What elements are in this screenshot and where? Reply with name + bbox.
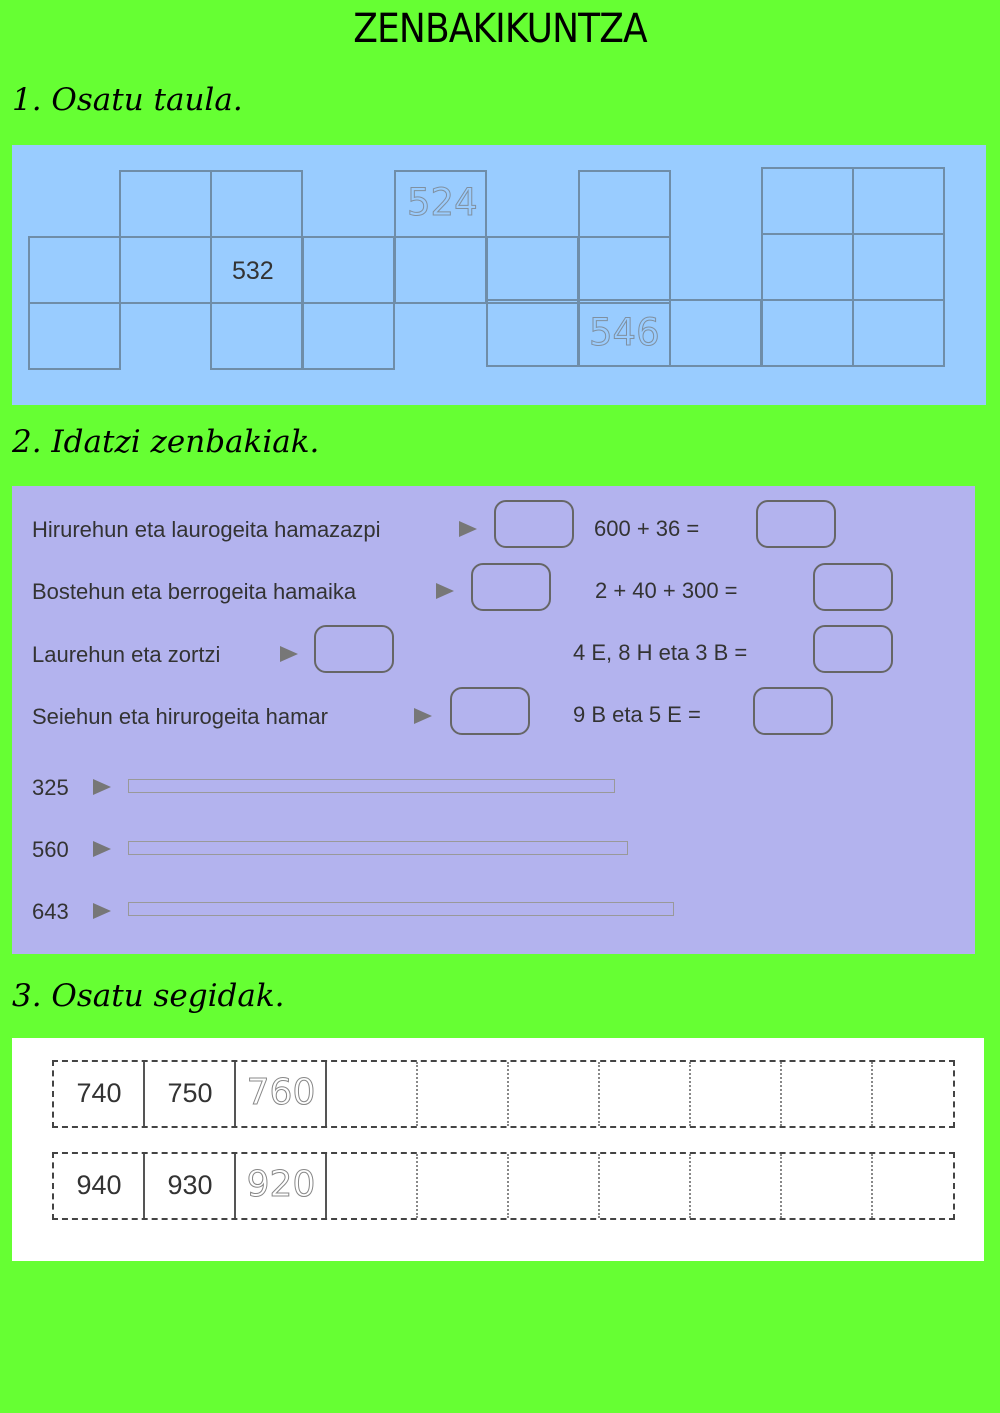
sequence-cell[interactable] (873, 1154, 953, 1218)
number-643: 643 (32, 899, 69, 924)
table-cell[interactable] (28, 302, 121, 370)
sequence-cell (54, 1062, 145, 1126)
sequence-cell[interactable] (327, 1062, 418, 1126)
sequence-cell[interactable] (509, 1062, 600, 1126)
table-cell[interactable] (394, 236, 487, 304)
table-cell[interactable] (761, 299, 854, 367)
table-cell[interactable] (852, 299, 945, 367)
word-number-2: Bostehun eta berrogeita hamaika (32, 579, 357, 604)
section1-heading: 1. Osatu taula. (12, 82, 243, 118)
write-line[interactable] (128, 779, 615, 793)
number-325: 325 (32, 775, 69, 800)
sequence-cell[interactable] (600, 1062, 691, 1126)
table-cell[interactable] (302, 302, 395, 370)
sequence-cell (145, 1154, 236, 1218)
sequence-cell[interactable] (691, 1154, 782, 1218)
sequence-row-2 (52, 1152, 955, 1220)
table-cell[interactable] (486, 236, 579, 304)
answer-box[interactable] (494, 500, 574, 548)
write-numbers-panel (12, 486, 975, 954)
sequence-cell (236, 1154, 327, 1218)
number-560: 560 (32, 837, 69, 862)
sum-expression-2: 2 + 40 + 300 = (595, 578, 738, 603)
sequence-cell (236, 1062, 327, 1126)
answer-box[interactable] (813, 625, 893, 673)
sequence-value: 750 (167, 1078, 213, 1108)
sum-expression-4: 9 B eta 5 E = (573, 702, 701, 727)
table-cell[interactable] (486, 299, 579, 367)
sequence-cell[interactable] (600, 1154, 691, 1218)
arrow-right-icon (414, 708, 432, 724)
sequence-cell[interactable] (782, 1154, 873, 1218)
table-cell[interactable] (302, 236, 395, 304)
sequence-cell[interactable] (327, 1154, 418, 1218)
answer-box[interactable] (450, 687, 530, 735)
table-cell[interactable] (119, 236, 212, 304)
word-number-3: Laurehun eta zortzi (32, 642, 221, 667)
sequence-cell (145, 1062, 236, 1126)
sequence-value: 740 (76, 1078, 122, 1108)
sum-expression-1: 600 + 36 = (594, 516, 700, 541)
write-line[interactable] (128, 902, 674, 916)
sequence-cell[interactable] (691, 1062, 782, 1126)
arrow-right-icon (93, 841, 111, 857)
table-cell[interactable] (578, 170, 671, 238)
sequence-value: 930 (167, 1170, 213, 1200)
sequence-panel (12, 1038, 984, 1261)
answer-box[interactable] (813, 563, 893, 611)
table-value-524: 524 (407, 181, 478, 224)
arrow-right-icon (459, 521, 477, 537)
sequence-value: 760 (246, 1072, 316, 1113)
answer-box[interactable] (756, 500, 836, 548)
sequence-cell[interactable] (782, 1062, 873, 1126)
section3-heading: 3. Osatu segidak. (12, 978, 285, 1014)
arrow-right-icon (280, 646, 298, 662)
table-cell[interactable] (578, 236, 671, 304)
answer-box[interactable] (314, 625, 394, 673)
table-cell[interactable] (28, 236, 121, 304)
table-cell[interactable] (669, 299, 762, 367)
sum-expression-3: 4 E, 8 H eta 3 B = (573, 640, 748, 665)
sequence-cell[interactable] (418, 1154, 509, 1218)
table-cell[interactable] (119, 170, 212, 238)
sequence-cell[interactable] (418, 1062, 509, 1126)
table-value-546: 546 (589, 311, 660, 354)
answer-box[interactable] (753, 687, 833, 735)
section2-heading: 2. Idatzi zenbakiak. (12, 424, 320, 460)
table-cell[interactable] (210, 302, 303, 370)
arrow-right-icon (436, 583, 454, 599)
table-cell[interactable] (852, 233, 945, 301)
table-cell[interactable] (852, 167, 945, 235)
table-cell[interactable] (761, 233, 854, 301)
write-line[interactable] (128, 841, 628, 855)
table-value-532: 532 (232, 257, 274, 285)
arrow-right-icon (93, 779, 111, 795)
table-cell[interactable] (761, 167, 854, 235)
sequence-cell[interactable] (509, 1154, 600, 1218)
sequence-value: 940 (76, 1170, 122, 1200)
sequence-value: 920 (246, 1164, 316, 1205)
table-cell[interactable] (210, 170, 303, 238)
arrow-right-icon (93, 903, 111, 919)
word-number-1: Hirurehun eta laurogeita hamazazpi (32, 517, 381, 542)
number-table-panel (12, 145, 986, 405)
page-title: ZENBAKIKUNTZA (353, 6, 647, 52)
sequence-row-1 (52, 1060, 955, 1128)
sequence-cell[interactable] (873, 1062, 953, 1126)
sequence-cell (54, 1154, 145, 1218)
answer-box[interactable] (471, 563, 551, 611)
word-number-4: Seiehun eta hirurogeita hamar (32, 704, 328, 729)
